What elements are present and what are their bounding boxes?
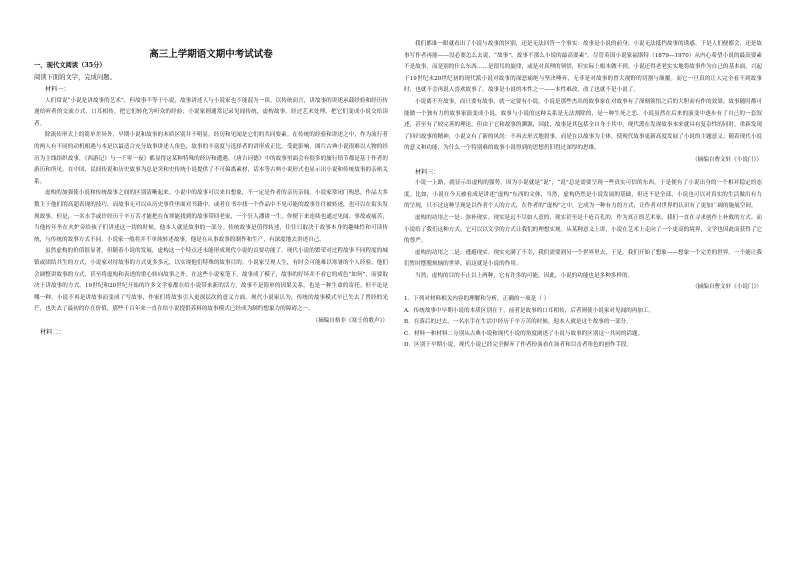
- exam-title: 高三上学期语文期中考试试卷: [149, 49, 273, 60]
- material1-paragraph: 虚构的加强使小说和传统故事之间的区别清晰起来。小说中的故事可以来自想象，不一定是作者的亲历亲闻。小说家常闭门构思，作品大多数主于他们的高超表现的技巧，而故事无可以从历史事件里面对书籍中，或者在书中找一个作品中不见可能的故事往往被转述，也可以在街头发现故事。但是，一名水手或许经历千辛万苦才能把在布坝能找到的故事带回老家，一个狂人潘诸一生，你便下来连续也通过见闻、事故或痛苦，当他转年坐在火炉旁给孩子们讲述这一切的时候，他本人就是故事的一部分。传统故事是值得转述，往往只取决于故事本身的趣味性和可读传统，与传统的故事方式不同，小说家一般将并不单纯转述故事，他是在从事故事的制作和生产，有深度地去讲述自己。: [34, 190, 388, 243]
- material1-source: （摘编自格非《塞壬的歌声》）: [312, 317, 388, 324]
- material1-block: [34, 84, 388, 339]
- material1-paragraph: 虽然虚构的价值很显著，但随着小说的发展，虚构这一个特点还未能形成现代小说的首要功能了，现代小说的繁荣对过程故事不同程度的城镇或团结共生的方式，小说家对待故事的方式更多多元，以实现他们特殊的故事目的。小说家呈现人生，有时会可能难以寒暑的个人经验，他们会调整讲故事的方式，甚至将虚构和表述的重心转向故事之外。在这些小说家笔下，故事成了模子，故事的好坏并不看它的成色“如何”，而要取决于讲故事的方式。19世纪和20世纪开始的许多文学家都在给小说带来新的活力，故事不是简单的因果关系，也是一种生命的寄托。但不论是哪一种，小说不再是讲故事而变成了写故事，作家们将故事引入更深层次的意义方面。现代小说家认为，传统的故事模式早已失去了曾经的光芒，也失去了最初的存在价值，那些千百年来一直在给小说提供养料的故事模式已经成为制约想象力的障碍之一。: [34, 248, 388, 313]
- material3-label: 材料三：: [415, 168, 440, 176]
- right-column: [404, 39, 762, 352]
- question-option-c: C．材料一和材料二分别从古典小说和现代小说的角度阐述了小说与故事的区别这一共同的话题。: [404, 330, 644, 337]
- material3-paragraph: 当然，虚构的目的不止以上两种，它有许多的可能，因此，小说的功能也是多种多样的。: [415, 272, 634, 279]
- material3-source: （摘编自曹文轩《小说门》）: [692, 284, 762, 291]
- material3-paragraph: 虚构的功用之二是：逃避现实。现实充满了不幸，我们需要到另一个世界里去，于是，我们开始了想象——想象一个完美的世界。一个能让我们暂时摆脱烦恼的世界，而这就是小说的作用。: [404, 249, 762, 268]
- material1-label: 材料一：: [45, 86, 70, 93]
- material1-paragraph: 除流传形式上的简单差异外，早期小说和故事的本质区别并不明显，经历和见闻是它们的共同要素。在传统的经验和讲述之中，作为流行者的两人有不同的动机相遇与本是以最适合充分故事讲述人角色，故事的丰富度与选择者的讲形成正比。受此影响，图片古典小说很难以人物的经历为主线组织故事，《西游记》与一千零一夜》都显得这某种特殊的经历和遭遇。《唐吉诃德》中的故事里面会有很多的旅行情节都是基于作者的游历和所见。在中国，民间传说和历史故事为总是突和史传统小说提供了不可偏离素材，话本等古典小说形式也显示出小说和传统故事的亲密关系。: [34, 132, 388, 185]
- question-option-b: B．在落后的过去，一名水手在生活中经历千辛万苦的时候，他本人就是这个故事的一部分。: [404, 319, 632, 326]
- material2-paragraph: 我们都谁一眼就看出了小说与故事的区别，还是无法回答一个事实：故事是小说的前身；小说无法抵挡故事的诱惑。于是人们便都会，还是故事写作者再能——没必要怎么去说，“故事”，故事不那么小说的最高要素”。尽管英国小说家福斯特（1879—1970）从内心希望小说的最高要素不是故事，而是别的什么东西……是很耳的旋律，或是对真理的领悟，但实际上根本做不到。小说还得老老实实地将故事作为自己的基本面。兴起于19世纪末20世纪初的现代派小说对故事的深恶痛绝与坚决唾弃，无非是对故事的曾大视野的切割与颠覆。而它一旦真的让人完全看不到故事时，也就不会再说人喜欢故事了。故事是小说的本性之一——本性难改，改了也就不是小说了。: [404, 41, 763, 94]
- material2-source: （摘编自曹文轩《小说门》）: [692, 156, 762, 163]
- question-option-a: A．传统故事中早期小说的本质区别在于，前者是故事的口耳相传，后者则使小说家对见闻的再加工。: [404, 307, 655, 314]
- material3-paragraph: 虚构的功用之一是：弥补现实。现实是远不尽如人意的，现实甚至是千疮百孔的，作为真正的艺术家，我们一直在寻求创作上补救的方式。而小说给了我们这种方式，它可以以文学的方式让我们的理想实现。从某种意义上讲，小说在艺术上走向了一个更高的境界，文学也因此而获得了它的尊严。: [404, 214, 763, 245]
- material2-label: 材料二：: [40, 329, 65, 337]
- material2-paragraph: 小说离不开故事，而只要有故事，就一定要有小说。小说是那些杰出的故事家在对故事有了深刻领悟之后的大胆而有作的效果。故事随时都可能做一个独有力的故事家演变成小说，故事与小说的这种关系是无法割除的，是一种生死之恋。小说虽然在后来的演变中逐步有了自己的一套叙述，甚至有了较完善的理论，但由于它和故事的渊源，因此，故事是其包括全自身于其中。现代派在发现故事本来就具有复杂性的同时，重新发现了回归故事的精神，小说文有了新的风尚：不再去形式地叙事，而是在以故事为主体，使现代故事更新高度发展了小说的主题意义；随着现代小说的意义和功能，为什么一个特别难的故事小说得到的思想仍旧得过深厚的思维。: [404, 98, 763, 152]
- section-heading: 一、现代文阅读（35分）: [34, 62, 106, 69]
- question-stem: 1．下列对材料相关内容的理解和分析，正确的一项是（ ）: [404, 296, 550, 303]
- material3-paragraph: 小说一上路，就显示出虚构的强势，因为小说就是“说”，“说”总是需要呈现一些真实可信的东西，于是便有了小说出身的一个相对稳定的态度。比如，小说在今天被看成是讲述“虚构”东西的文体，当然，虚构仍然是小说发展的基础，但还不是全部，小说也可以对真实的生活做出有力的呈现，只不过这种呈现是以作者个人的方式，在作者的“虚构”之中，它成为一种有力的方式，让作者对世界的认识有了更加广阔的施展空间。: [404, 180, 762, 210]
- instructions: 阅读下面的文字，完成问题。: [34, 74, 116, 81]
- question-option-d: D．区别于早期小说，现代小说已经完全摒弃了作者扮演看在场者和目击者角色的创作手段。: [404, 342, 633, 349]
- material1-paragraph: 人们常说“小说是讲故事的艺术”，但故事不等于小说，故事讲述人与小说家也不能混为一谈。以传统而言，讲故事的讲述承载经验和经历传递给听者的交流方式，口耳相传，把它们转化为听众的经验；小说家则通常记录见闻传统，虚构故事，经过艺术处理，把它们变成小说交给读者。: [34, 97, 388, 127]
